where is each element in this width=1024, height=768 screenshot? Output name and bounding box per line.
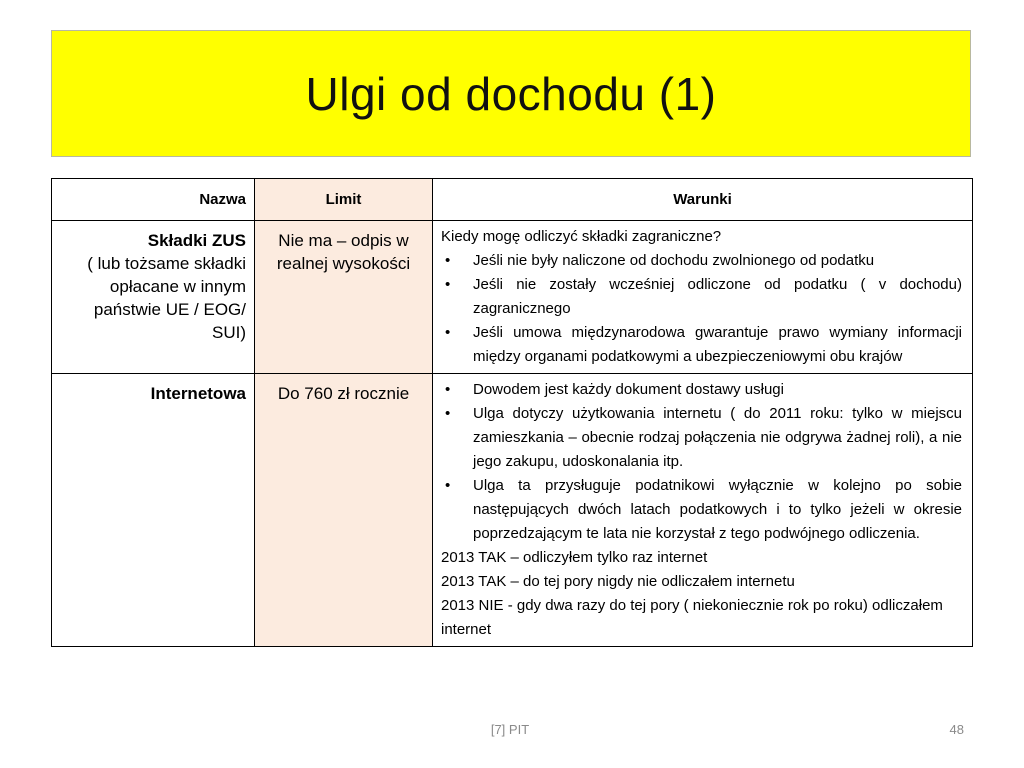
title-banner bbox=[51, 30, 971, 157]
list-item: • Jeśli nie zostały wcześniej odliczone od podatku ( v dochodu) zagranicznego bbox=[441, 273, 962, 321]
conditions-intro: Kiedy mogę odliczyć składki zagraniczne? bbox=[441, 228, 722, 245]
list-item: • Dowodem jest każdy dokument dostawy usługi bbox=[441, 378, 962, 402]
row-name-cell bbox=[52, 221, 255, 374]
row-name-cell bbox=[52, 374, 255, 647]
relief-table bbox=[51, 178, 973, 647]
footer-label: [7] PIT bbox=[490, 722, 530, 737]
note-line: 2013 TAK – odliczyłem tylko raz internet bbox=[441, 549, 708, 566]
note-line: 2013 TAK – do tej pory nigdy nie odliczałem internetu bbox=[441, 573, 795, 590]
list-item: • Ulga ta przysługuje podatnikowi wyłącznie w kolejno po sobie następujących dwóch latach podatkowych i to tylko jeżeli w okresie poprzedzającym te lata nie korzystał z tego podwójnego odliczenia. bbox=[441, 474, 962, 546]
row-limit-cell: Nie ma – odpis w realnej wysokości bbox=[255, 221, 433, 374]
table-row bbox=[52, 374, 973, 647]
table-row bbox=[52, 221, 973, 374]
list-item: • Ulga dotyczy użytkowania internetu ( do 2011 roku: tylko w miejscu zamieszkania – obecnie rodzaj połączenia nie odgrywa żadnej roli), a nie jego zakupu, udoskonalania itp. bbox=[441, 402, 962, 474]
row-name-detail: ( lub tożsame składki opłacane w innym państwie UE / EOG/ SUI) bbox=[87, 254, 246, 342]
row-conditions-cell bbox=[433, 221, 973, 374]
conditions-list bbox=[441, 378, 962, 546]
list-item: • Jeśli nie były naliczone od dochodu zwolnionego od podatku bbox=[441, 249, 962, 273]
header-limit: Limit bbox=[255, 179, 433, 221]
slide-title: Ulgi od dochodu (1) bbox=[305, 67, 717, 120]
note-line: 2013 NIE - gdy dwa razy do tej pory ( niekoniecznie rok po roku) odliczałem internet bbox=[441, 597, 943, 638]
page-number: 48 bbox=[949, 722, 964, 737]
header-name: Nazwa bbox=[52, 179, 255, 221]
list-item: • Jeśli umowa międzynarodowa gwarantuje prawo wymiany informacji między organami podatkowymi a ubezpieczeniowymi obu krajów bbox=[441, 321, 962, 369]
row-name-bold: Składki ZUS bbox=[147, 231, 246, 250]
row-limit-cell: Do 760 zł rocznie bbox=[255, 374, 433, 647]
row-name-bold: Internetowa bbox=[150, 384, 246, 403]
conditions-list bbox=[441, 249, 962, 369]
row-conditions-cell bbox=[433, 374, 973, 647]
table-header-row bbox=[52, 179, 973, 221]
header-conditions: Warunki bbox=[433, 179, 973, 221]
